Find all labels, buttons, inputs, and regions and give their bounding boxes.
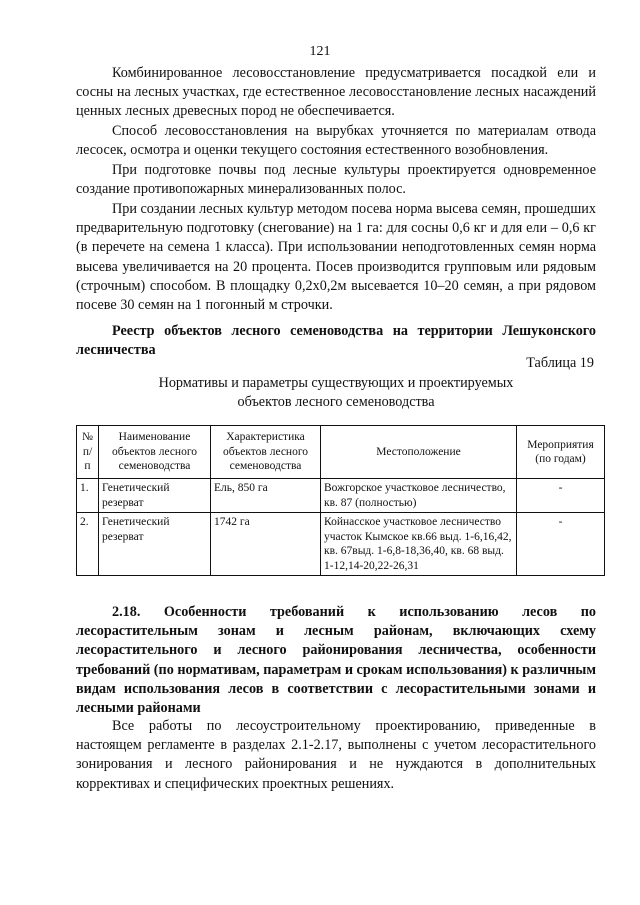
row-location: Вожгорское участковое лесничество, кв. 87 (полностью) — [321, 479, 517, 513]
row-name: Генетический резерват — [99, 479, 211, 513]
row-location: Койнасское участковое лесничество участок Кымское кв.66 выд. 1-6,16,42, кв. 67выд. 1-6,8-18,36,40, кв. 68 выд. 1-12,14-20,22-26,31 — [321, 513, 517, 576]
table-caption-line-1: Нормативы и параметры существующих и проектируемых — [158, 375, 514, 391]
row-measures: - — [517, 479, 605, 513]
table-caption — [76, 374, 596, 412]
row-num: 1. — [77, 479, 99, 513]
row-characteristic: Ель, 850 га — [211, 479, 321, 513]
row-name: Генетический резерват — [99, 513, 211, 576]
paragraph-combined-reforestation: Комбинированное лесовосстановление предусматривается посадкой ели и сосны на лесных участках, где естественное лесовосстановление лесных насаждений ценных лесных древесных пород не обеспечивается. — [76, 65, 596, 120]
header-measures: Мероприятия (по годам) — [517, 426, 605, 479]
paragraph-final: Все работы по лесоустроительному проектированию, приведенные в настоящем регламенте в разделах 2.1-2.17, выполнены с учетом лесорастительного зонирования и лесного районирования и не нуждаются в дополнительных коррективах и специфических проектных решениях. — [76, 718, 596, 792]
row-measures: - — [517, 513, 605, 576]
table-caption-line-2: объектов лесного семеноводства — [237, 394, 435, 410]
header-characteristic: Характеристика объектов лесного семеноводства — [211, 426, 321, 479]
header-name: Наименование объектов лесного семеноводства — [99, 426, 211, 479]
registry-heading: Реестр объектов лесного семеноводства на территории Лешуконского лесничества — [76, 323, 596, 359]
section-2-18-heading: 2.18. Особенности требований к использованию лесов по лесорастительным зонам и лесным районам, включающих схему лесорастительного и лесного районирования лесничества, особенности требований (по нормативам, параметрам и срокам использования) к различным видам использования лесов в соответствии с лесорастительными зонами и лесными районами — [76, 604, 596, 717]
row-characteristic: 1742 га — [211, 513, 321, 576]
table-row — [77, 513, 605, 576]
row-num: 2. — [77, 513, 99, 576]
table-row — [77, 479, 605, 513]
header-num: № п/п — [77, 426, 99, 479]
table-label: Таблица 19 — [526, 355, 594, 371]
seed-objects-table — [76, 425, 605, 576]
table-header-row — [77, 426, 605, 479]
paragraph-seeding-norms: При создании лесных культур методом посева норма высева семян, прошедших предварительную подготовку (снегование) на 1 га: для сосны 0,6 кг и для ели – 0,6 кг (в перечете на семена 1 класса). При использовании неподготовленных семян норма высева увеличивается на 20 процента. Посев производится групповым или рядовым (строчным) способом. В площадку 0,2х0,2м высевается 10–20 семян, а при рядовом посеве 30 семян на 1 погонный м строчки. — [76, 201, 596, 314]
paragraph-reforestation-method: Способ лесовосстановления на вырубках уточняется по материалам отвода лесосек, осмотра и оценки текущего состояния естественного возобновления. — [76, 123, 596, 159]
page-number: 121 — [309, 44, 331, 59]
paragraph-soil-preparation: При подготовке почвы под лесные культуры проектируется одновременное создание противопожарных минерализованных полос. — [76, 162, 596, 198]
header-location: Местоположение — [321, 426, 517, 479]
